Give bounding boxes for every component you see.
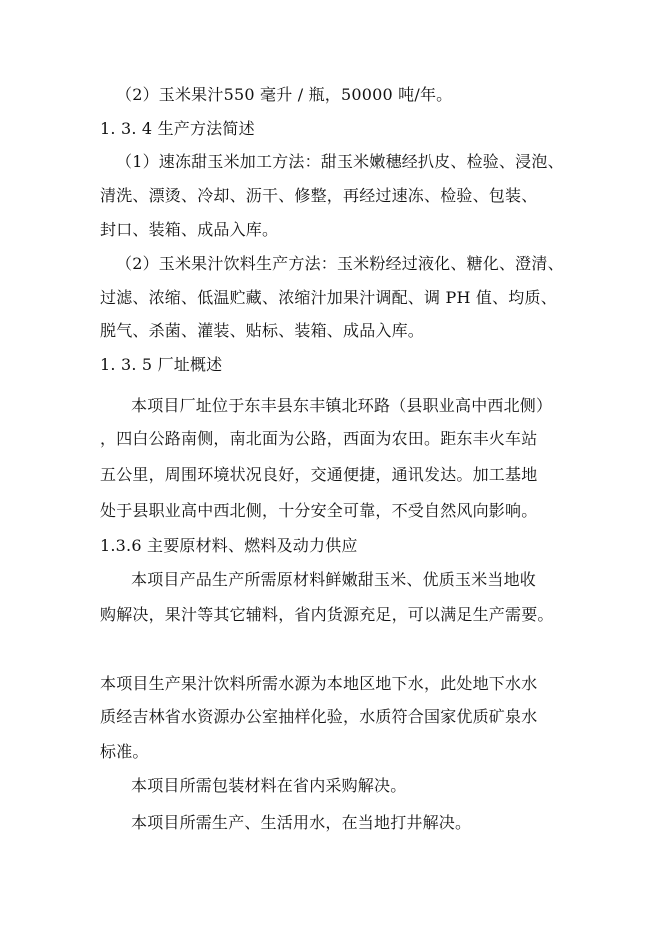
site-overview-line-2: ，四白公路南侧，南北面为公路，西面为农田。距东丰火车站 (100, 429, 538, 448)
water-source-line-1: 本项目生产果汁饮料所需水源为本地区地下水，此处地下水水 (100, 674, 538, 693)
site-overview-line-3: 五公里，周围环境状况良好，交通便捷，通讯发达。加工基地 (100, 465, 538, 484)
method-corn-juice-line-1: （2）玉米果汁饮料生产方法：玉米粉经过液化、糖化、澄清、 (116, 254, 564, 273)
water-source-line-2: 质经吉林省水资源办公室抽样化验，水质符合国家优质矿泉水 (100, 707, 538, 726)
materials-line-2: 购解决，果汁等其它辅料，省内货源充足，可以满足生产需要。 (100, 605, 554, 624)
method-frozen-corn-line-1: （1）速冻甜玉米加工方法：甜玉米嫩穗经扒皮、检验、浸泡、 (116, 152, 564, 171)
section-heading-site-overview: 1. 3. 5 厂址概述 (100, 355, 223, 374)
utility-water-line: 本项目所需生产、生活用水，在当地打井解决。 (131, 813, 472, 832)
packaging-materials-line: 本项目所需包装材料在省内采购解决。 (131, 776, 407, 795)
section-heading-materials: 1.3.6 主要原材料、燃料及动力供应 (100, 536, 358, 555)
method-frozen-corn-line-2: 清洗、漂烫、冷却、沥干、修整，再经过速冻、检验、包装、 (100, 186, 538, 205)
site-overview-line-1: 本项目厂址位于东丰县东丰镇北环路（县职业高中西北侧） (131, 396, 553, 415)
juice-capacity-line: （2）玉米果汁550 毫升 / 瓶，50000 吨/年。 (116, 85, 453, 104)
water-source-line-3: 标准。 (100, 742, 149, 761)
materials-line-1: 本项目产品生产所需原材料鲜嫩甜玉米、优质玉米当地收 (131, 570, 537, 589)
method-corn-juice-line-2: 过滤、浓缩、低温贮藏、浓缩汁加果汁调配、调 PH 值、均质、 (100, 288, 557, 307)
section-heading-production-methods: 1. 3. 4 生产方法简述 (100, 119, 255, 138)
method-frozen-corn-line-3: 封口、装箱、成品入库。 (100, 220, 279, 239)
site-overview-line-4: 处于县职业高中西北侧，十分安全可靠，不受自然风向影响。 (100, 501, 538, 520)
method-corn-juice-line-3: 脱气、杀菌、灌装、贴标、装箱、成品入库。 (100, 321, 425, 340)
